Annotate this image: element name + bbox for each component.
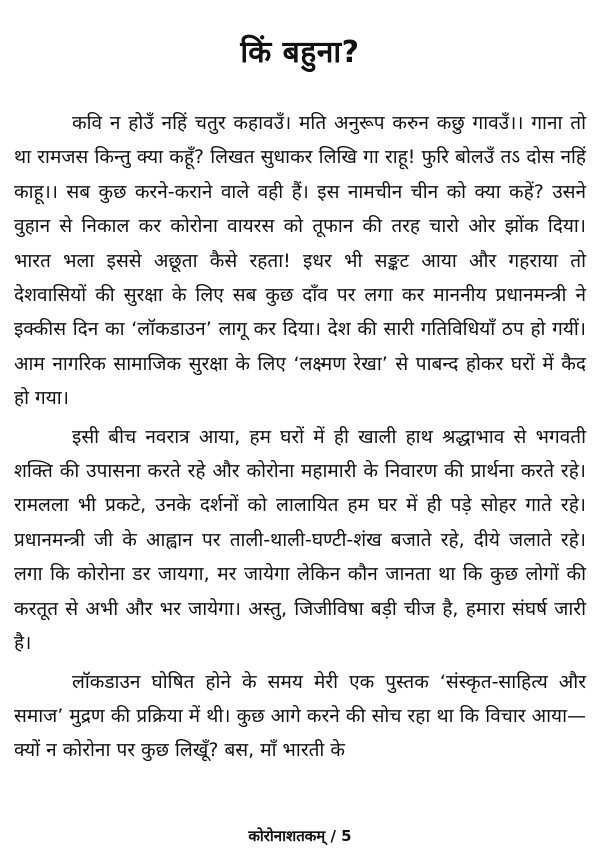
paragraph-3: लॉकडाउन घोषित होने के समय मेरी एक पुस्तक ‘संस्कृत-साहित्य और समाज’ मुद्रण की प्रक्रिया में थी। कुछ आगे करने की सोच रहा था कि विचार आया— क्यों न कोरोना पर कुछ लिखूँ? बस, माँ भारती के: [14, 670, 586, 762]
paragraph-1: कवि न होउँ नहिं चतुर कहावउँ। मति अनुरूप करुन कछु गावउँ।। गाना तो था रामजस किन्तु क्या कहूँ? लिखत सुधाकर लिखि गा राहू! फुरि बोलउँ तऽ दोस नहिं काहू।। सब कुछ करने-कराने वाले वही हैं। इस नामचीन चीन को क्या कहें? उसने वुहान से निकाल कर कोरोना वायरस को तूफान की तरह चारो ओर झोंक दिया। भारत भला इससे अछूता कैसे रहता! इधर भी सङ्कट आया और गहराया तो देशवासियों की सुरक्षा के लिए सब कुछ दाँव पर लगा कर माननीय प्रधानमन्त्री ने इक्कीस दिन का ‘लॉकडाउन’ लागू कर दिया। देश की सारी गतिविधियाँ ठप हो गयीं। आम नागरिक सामाजिक सुरक्षा के लिए ‘लक्ष्मण रेखा’ से पाबन्द होकर घरों में कैद हो गया।: [14, 112, 586, 410]
page-footer: कोरोनाशतकम् / 5: [248, 827, 352, 845]
page-title: किं बहुना?: [240, 35, 360, 70]
paragraph-2: इसी बीच नवरात्र आया, हम घरों में ही खाली हाथ श्रद्धाभाव से भगवती शक्ति की उपासना करते रहे और कोरोना महामारी के निवारण की प्रार्थना करते रहे। रामलला भी प्रकटे, उनके दर्शनों को लालायित हम घर में ही पड़े सोहर गाते रहे। प्रधानमन्त्री जी के आह्वान पर ताली-थाली-घण्टी-शंख बजाते रहे, दीये जलाते रहे। लगा कि कोरोना डर जायगा, मर जायेगा लेकिन कौन जानता था कि कुछ लोगों की करतूत से अभी और भर जायेगा। अस्तु, जिजीविषा बड़ी चीज है, हमारा संघर्ष जारी है।: [14, 425, 586, 655]
body-text: [14, 106, 586, 772]
